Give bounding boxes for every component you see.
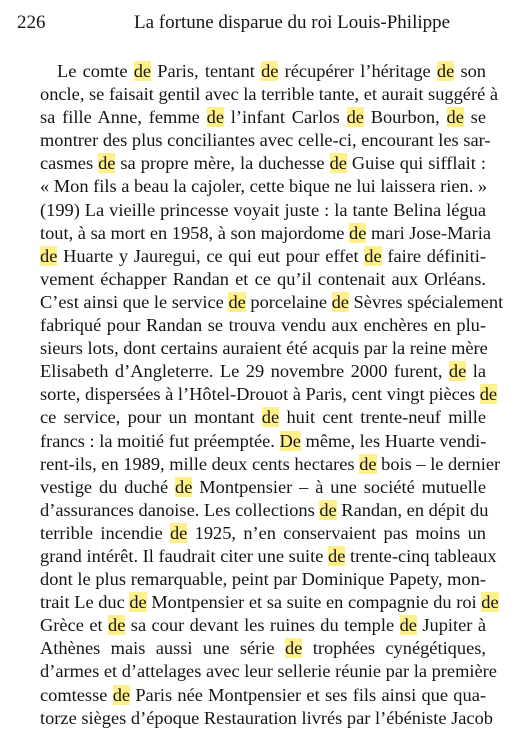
text-line: vestige du duché de Montpensier – à une société mutuelle <box>40 476 486 497</box>
text-line: comtesse de Paris née Montpensier et ses fils ainsi que qua- <box>40 684 486 705</box>
search-highlight: de <box>479 384 498 405</box>
text-line: (199) La vieille princesse voyait juste : la tante Belina légua <box>40 199 486 220</box>
search-highlight: de <box>206 107 224 128</box>
text-line: Le comte de Paris, tentant de récupérer l’héritage de son <box>57 61 486 81</box>
search-highlight: de <box>349 222 367 243</box>
text-line: Athènes mais aussi une série de trophées cynégétiques, <box>40 638 486 659</box>
text-line: oncle, se faisait gentil avec la terrible tante, et aurait suggéré à <box>40 84 499 105</box>
text-line: sieurs lots, dont certains auraient été acquis par la reine mère <box>40 338 488 359</box>
search-highlight: de <box>108 615 126 636</box>
search-highlight: de <box>448 361 467 382</box>
page-header <box>17 11 495 35</box>
search-highlight: de <box>169 522 188 543</box>
text-line: tout, à sa mort en 1958, à son majordome de mari Jose-Maria <box>40 222 491 243</box>
text-line: trait Le duc de Montpensier et sa suite en compagnie du roi de <box>40 592 499 613</box>
text-line: sa fille Anne, femme de l’infant Carlos de Bourbon, de se <box>40 107 486 128</box>
text-line: de Huarte y Jauregui, ce qui eut pour effet de faire définiti- <box>40 245 486 266</box>
search-highlight: de <box>261 61 279 81</box>
text-line: d’assurances danoise. Les collections de Randan, en dépit du <box>40 499 489 520</box>
search-highlight: de <box>359 453 377 474</box>
text-line: montrer des plus conciliantes avec celle-ci, encourant les sar- <box>40 130 491 151</box>
text-line: terrible incendie de 1925, n’en conservaient pas moins un <box>40 522 486 543</box>
search-highlight: de <box>261 407 280 428</box>
search-highlight: de <box>328 545 346 566</box>
search-highlight: de <box>436 61 455 81</box>
text-line: rent-ils, en 1989, mille deux cents hectares de bois – le dernier <box>40 453 501 474</box>
text-line: Elisabeth d’Angleterre. Le 29 novembre 2000 furent, de la <box>40 361 486 382</box>
search-highlight: de <box>319 499 337 520</box>
text-line: ce service, pour un montant de huit cent trente-neuf mille <box>40 407 486 428</box>
text-line: francs : la moitié fut préemptée. De même, les Huarte vendi- <box>40 430 487 451</box>
search-highlight: De <box>279 430 301 451</box>
search-highlight: de <box>446 107 464 128</box>
search-highlight: de <box>364 245 382 266</box>
search-highlight: de <box>284 638 303 659</box>
body-paragraph <box>40 60 504 730</box>
search-highlight: de <box>228 291 246 312</box>
text-line: dont le plus remarquable, peint par Dominique Papety, mon- <box>40 569 486 590</box>
search-highlight: de <box>331 291 349 312</box>
text-line: C’est ainsi que le service de porcelaine de Sèvres spécialement <box>40 291 504 312</box>
search-highlight: de <box>112 684 131 705</box>
text-line: « Mon fils a beau la cajoler, cette bique ne lui laissera rien. » <box>40 176 488 197</box>
text-line: fabriqué pour Randan se trouva vendu aux enchères en plu- <box>40 315 486 336</box>
running-title: La fortune disparue du roi Louis-Philippe <box>134 12 451 33</box>
text-line: grand intérêt. Il faudrait citer une suite de trente-cinq tableaux <box>40 545 497 566</box>
search-highlight: de <box>346 107 364 128</box>
page-number: 226 <box>17 12 46 33</box>
search-highlight: de <box>329 153 347 174</box>
search-highlight: de <box>98 153 116 174</box>
search-highlight: de <box>133 61 152 81</box>
text-line: Grèce et de sa cour devant les ruines du temple de Jupiter à <box>40 615 486 636</box>
text-line: d’armes et d’attelages avec leur sellerie réunie par la première <box>40 661 497 682</box>
search-highlight: de <box>129 592 147 613</box>
text-line: casmes de sa propre mère, la duchesse de Guise qui sifflait : <box>40 153 486 174</box>
search-highlight: de <box>399 615 417 636</box>
search-highlight: de <box>40 245 58 266</box>
search-highlight: de <box>175 476 193 497</box>
search-highlight: de <box>481 592 499 613</box>
text-line: sorte, dispersées à l’Hôtel-Drouot à Paris, cent vingt pièces de <box>40 384 498 405</box>
text-line: vement échapper Randan et ce qu’il contenait aux Orléans. <box>40 268 486 289</box>
text-line: torze sièges d’époque Restauration livrés par l’ébéniste Jacob <box>40 707 493 728</box>
